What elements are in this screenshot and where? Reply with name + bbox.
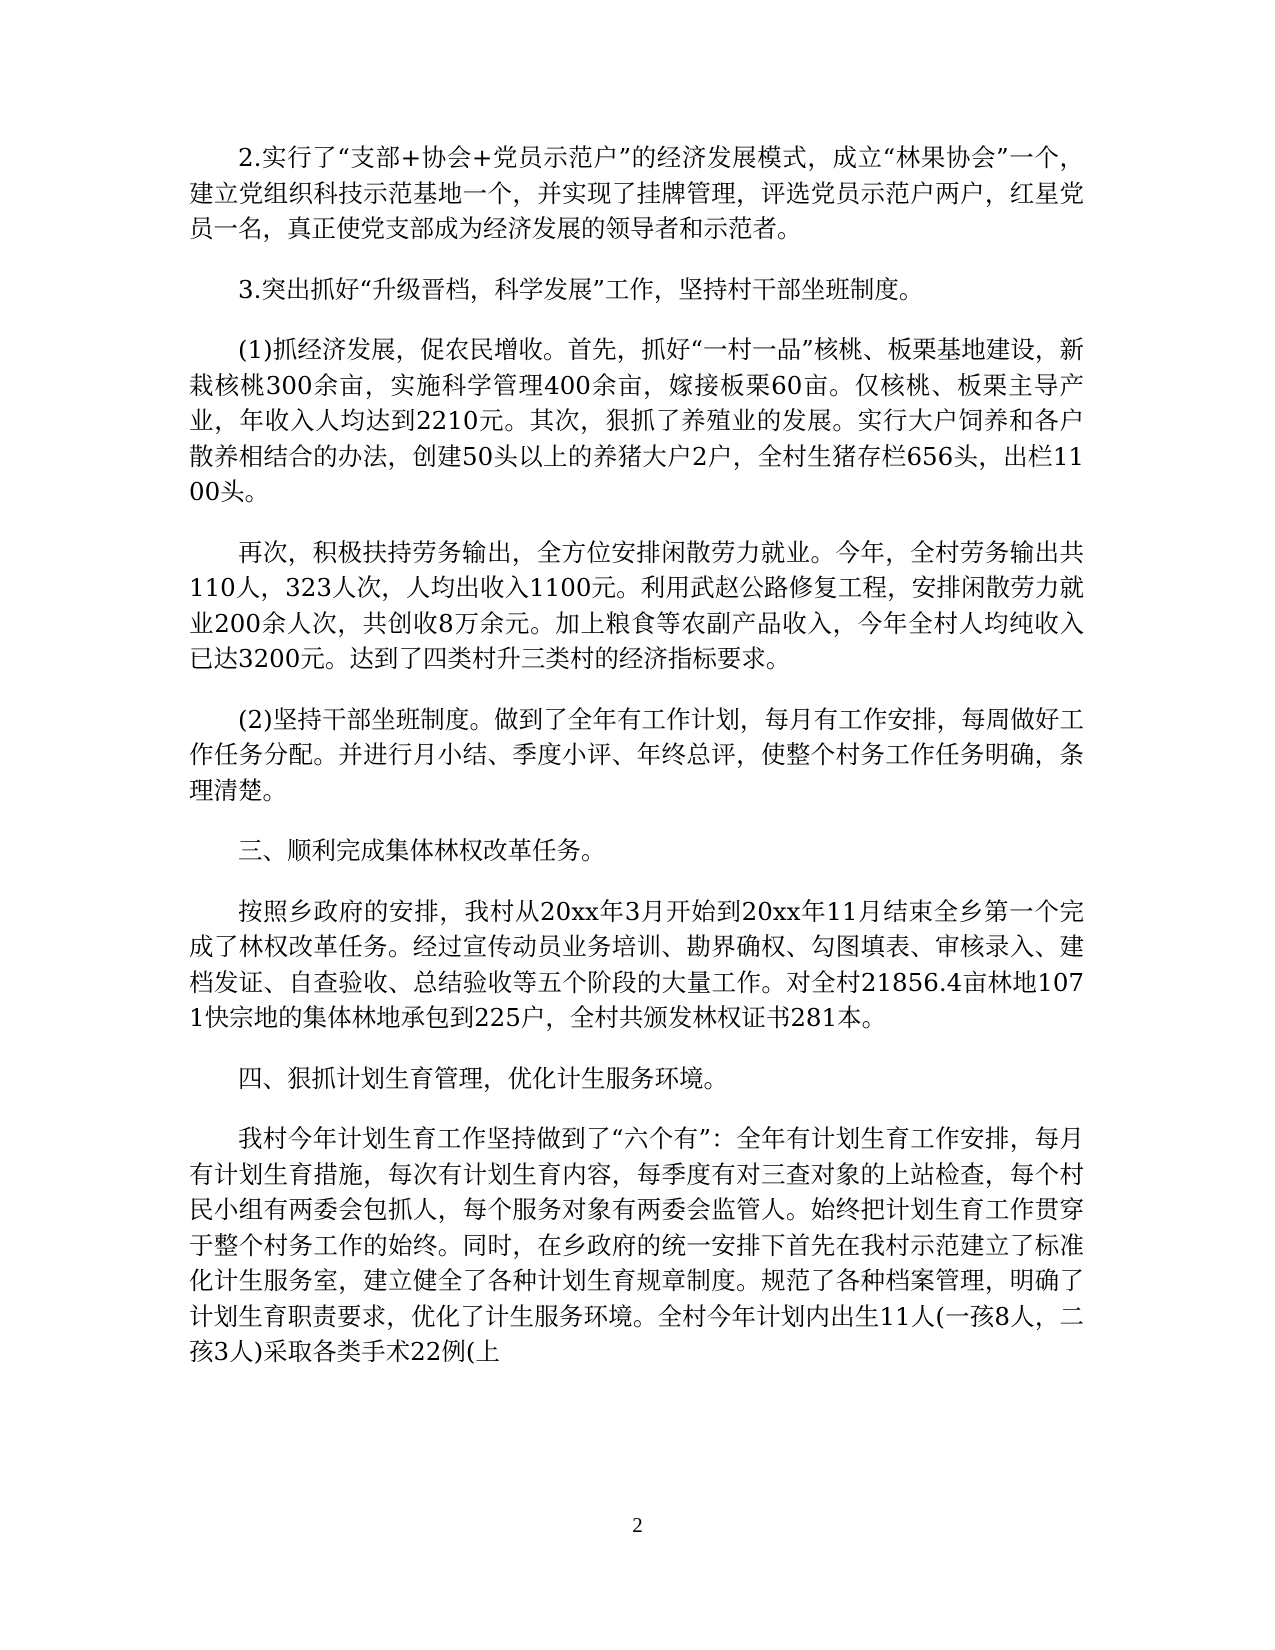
paragraph-forest-reform: 按照乡政府的安排，我村从20xx年3月开始到20xx年11月结束全乡第一个完成了林权改革任务。经过宣传动员业务培训、勘界确权、勾图填表、审核录入、建档发证、自查验收、总结验收等五个阶段的大量工作。对全村21856.4亩林地1071快宗地的集体林地承包到225户，全村共颁发林权证书281本。 xyxy=(189,896,1084,1032)
paragraph-branch-association-model: 2.实行了“支部+协会+党员示范户”的经济发展模式，成立“林果协会”一个，建立党组织科技示范基地一个，并实现了挂牌管理，评选党员示范户两户，红星党员一名，真正使党支部成为经济发展的领导者和示范者。 xyxy=(189,143,1084,243)
document-body xyxy=(189,140,1084,1395)
paragraph-upgrade-work: 3.突出抓好“升级晋档，科学发展”工作，坚持村干部坐班制度。 xyxy=(238,274,924,304)
paragraph-family-planning: 我村今年计划生育工作坚持做到了“六个有”：全年有计划生育工作安排，每月有计划生育措施，每次有计划生育内容，每季度有对三查对象的上站检查，每个村民小组有两委会包抓人，每个服务对象有两委会监管人。始终把计划生育工作贯穿于整个村务工作的始终。同时，在乡政府的统一安排下首先在我村示范建立了标准化计生服务室，建立健全了各种计划生育规章制度。规范了各种档案管理，明确了计划生育职责要求，优化了计生服务环境。全村今年计划内出生11人(一孩8人，二孩3人)采取各类手术22例(上 xyxy=(189,1124,1084,1366)
paragraph-economic-development: (1)抓经济发展，促农民增收。首先，抓好“一村一品”核桃、板栗基地建设，新栽核桃300余亩，实施科学管理400余亩，嫁接板栗60亩。仅核桃、板栗主导产业，年收入人均达到2210元。其次，狠抓了养殖业的发展。实行大户饲养和各户散养相结合的办法，创建50头以上的养猪大户2户，全村生猪存栏656头，出栏1100头。 xyxy=(189,335,1084,506)
paragraph-cadre-duty-system: (2)坚持干部坐班制度。做到了全年有工作计划，每月有工作安排，每周做好工作任务分配。并进行月小结、季度小评、年终总评，使整个村务工作任务明确，条理清楚。 xyxy=(189,704,1084,805)
section-heading-forest-reform: 三、顺利完成集体林权改革任务。 xyxy=(238,836,606,865)
paragraph-labor-export: 再次，积极扶持劳务输出，全方位安排闲散劳力就业。今年，全村劳务输出共110人，323人次，人均出收入1100元。利用武赵公路修复工程，安排闲散劳力就业200余人次，共创收8万余元。加上粮食等农副产品收入，今年全村人均纯收入已达3200元。达到了四类村升三类村的经济指标要求。 xyxy=(189,537,1084,673)
page-number: 2 xyxy=(632,1513,643,1537)
section-heading-family-planning: 四、狠抓计划生育管理，优化计生服务环境。 xyxy=(238,1063,728,1093)
